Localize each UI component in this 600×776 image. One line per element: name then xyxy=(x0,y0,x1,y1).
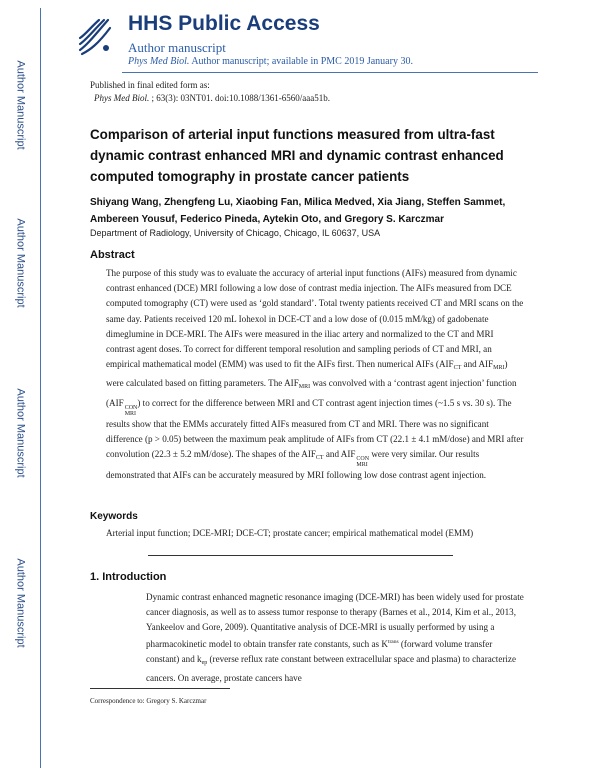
side-label-author-manuscript: Author Manuscript xyxy=(15,558,28,648)
header-rule xyxy=(122,72,538,73)
footnote-rule xyxy=(90,688,230,689)
author-list: Shiyang Wang, Zhengfeng Lu, Xiaobing Fan, Milica Medved, Xia Jiang, Steffen Sammet, Ambereen Yousuf, Federico Pineda, Aytekin Oto, and Gregory S. Karczmar xyxy=(90,197,506,225)
keywords-heading: Keywords xyxy=(90,511,138,522)
journal-availability-line: Phys Med Biol. Author manuscript; available in PMC 2019 January 30. xyxy=(128,56,413,67)
hhs-eagle-logo-icon xyxy=(74,14,114,58)
side-rule xyxy=(40,8,41,768)
abstract-heading: Abstract xyxy=(90,249,135,261)
published-line: Published in final edited form as: xyxy=(90,80,210,90)
citation-line: Phys Med Biol. ; 63(3): 03NT01. doi:10.1088/1361-6560/aaa51b. xyxy=(94,93,330,103)
keywords-rule xyxy=(148,555,453,556)
correspondence-footnote: Correspondence to: Gregory S. Karczmar xyxy=(90,697,207,705)
introduction-body: Dynamic contrast enhanced magnetic resonance imaging (DCE-MRI) has been widely used for prostate cancer diagnosis, as well as to assess tumor response to therapy (Barnes et al., 2014, Kim et al., 2013, Yankeelov and Gore, 2009). Quantitative analysis of DCE-MRI is usually performed by using a pharmacokinetic model to obtain transfer rate constants, such as $K^{trans}$ (forward volume transfer constant) and $k_{ep}$ (reverse reflux rate constant between extracellular space and plasma) to characterize cancers. On average, prostate cancers have xyxy=(146,592,524,684)
keywords-list: Arterial input function; DCE-MRI; DCE-CT; prostate cancer; empirical mathematical model (EMM) xyxy=(106,528,474,538)
introduction-heading: 1. Introduction xyxy=(90,571,167,583)
side-label-author-manuscript: Author Manuscript xyxy=(15,388,28,478)
article-title: Comparison of arterial input functions measured from ultra-fast dynamic contrast enhanced MRI and dynamic contrast enhanced computed tomography in prostate cancer patients xyxy=(90,127,504,184)
side-label-author-manuscript: Author Manuscript xyxy=(15,218,28,308)
hhs-public-access-title: HHS Public Access xyxy=(128,12,320,35)
side-label-author-manuscript: Author Manuscript xyxy=(15,60,28,150)
abstract-body: The purpose of this study was to evaluate the accuracy of arterial input functions (AIFs) measured from dynamic contrast enhanced (DCE) MRI following a low dose of contrast media injection. The AIFs measured from DCE computed tomography (CT) were used as ‘gold standard’. Total twenty patients received CT and MRI scans on the same day. Patients received 120 mL Iohexol in DCE-CT and a low dose of (0.015 mM/kg) of gadobenate dimeglumine in DCE-MRI. The AIFs were measured in the iliac artery and normalized to the CT and MRI contrast agent doses. To correct for different temporal resolution and sampling periods of CT and MRI, an empirical mathematical model (EMM) was used to fit the AIFs first. Then numerical AIFs ($AIF_{CT}$ and $AIF_{MRI}$) were calculated based on fitting parameters. The $AIF_{MRI}$ was convolved with a ‘contrast agent injection’ function (AIF CON MRI ) to correct for the difference between MRI and CT contrast agent injection times (~1.5 s vs. 30 s). The results show that the EMMs accurately fitted AIFs measured from CT and MRI. There was no significant difference (p > 0.05) between the maximum peak amplitude of AIFs from CT (22.1 ± 4.1 mM/dose) and MRI after convolution (22.3 ± 5.2 mM/dose). The shapes of the $AIF_{CT}$ and AIF CON MRI were very similar. Our results demonstrated that AIFs can be accurately measured by MRI following low dose contrast agent injection. xyxy=(106,268,524,481)
affiliation: Department of Radiology, University of Chicago, Chicago, IL 60637, USA xyxy=(90,228,381,238)
author-manuscript-subtitle: Author manuscript xyxy=(128,40,226,55)
